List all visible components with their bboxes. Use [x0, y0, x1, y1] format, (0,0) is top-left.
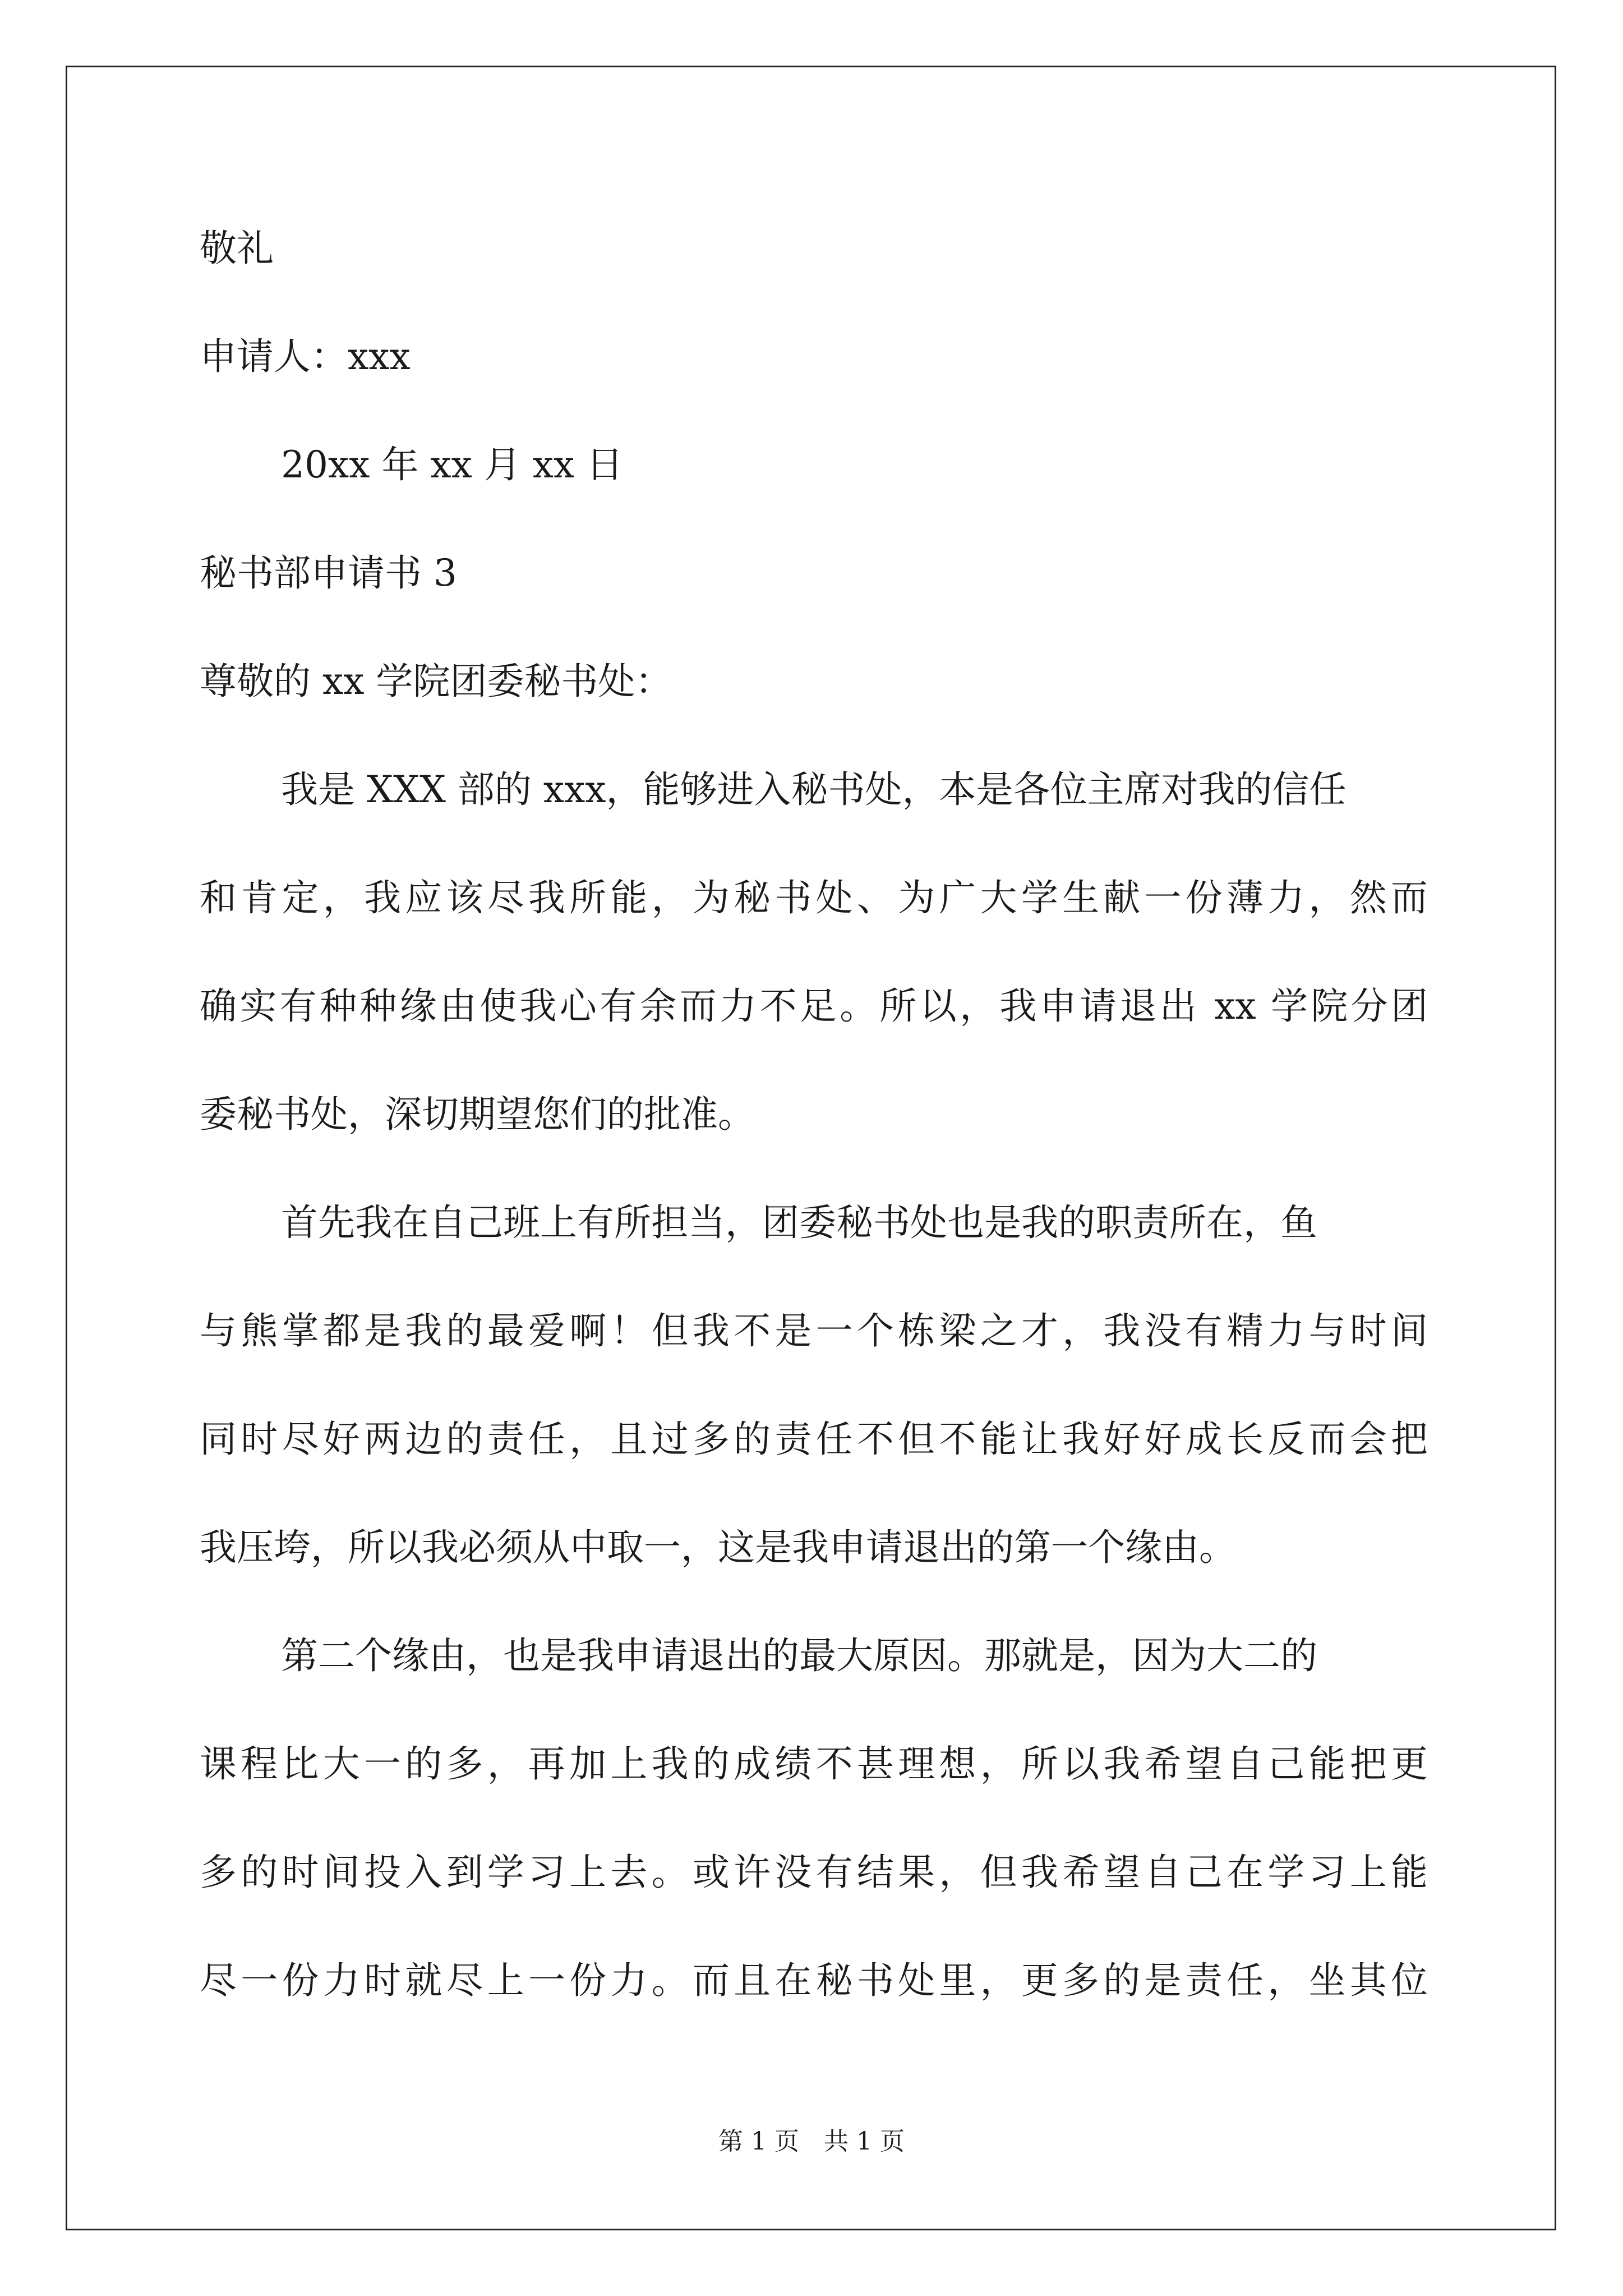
page-number-footer: 第 1 页 共 1 页	[718, 2127, 905, 2156]
paragraph-2-line-2: 与熊掌都是我的最爱啊！但我不是一个栋梁之才，我没有精力与时间	[200, 1309, 1428, 1352]
paragraph-3-line-1: 第二个缘由，也是我申请退出的最大原因。那就是，因为大二的	[281, 1634, 1317, 1677]
greeting: 尊敬的 xx 学院团委秘书处：	[200, 660, 672, 703]
paragraph-1-line-3: 确实有种种缘由使我心有余而力不足。所以，我申请退出 xx 学院分团	[200, 984, 1428, 1028]
paragraph-2-line-3: 同时尽好两边的责任，且过多的责任不但不能让我好好成长反而会把	[200, 1418, 1428, 1461]
section-title: 秘书部申请书 3	[200, 551, 457, 595]
closing-salutation: 敬礼	[200, 227, 274, 270]
paragraph-3-line-3: 多的时间投入到学习上去。或许没有结果，但我希望自己在学习上能	[200, 1851, 1428, 1894]
paragraph-3-line-2: 课程比大一的多，再加上我的成绩不甚理想，所以我希望自己能把更	[200, 1742, 1428, 1786]
page-border	[66, 66, 1556, 2230]
paragraph-1-line-1: 我是 XXX 部的 xxx，能够进入秘书处，本是各位主席对我的信任	[281, 768, 1347, 811]
paragraph-3-line-4: 尽一份力时就尽上一份力。而且在秘书处里，更多的是责任，坐其位	[200, 1959, 1428, 2002]
paragraph-2-line-1: 首先我在自己班上有所担当，团委秘书处也是我的职责所在，鱼	[281, 1201, 1317, 1244]
applicant-line: 申请人：xxx	[200, 335, 411, 378]
paragraph-1-line-4: 委秘书处，深切期望您们的批准。	[200, 1093, 755, 1136]
date-line: 20xx 年 xx 月 xx 日	[281, 443, 624, 486]
paragraph-2-line-4: 我压垮，所以我必须从中取一，这是我申请退出的第一个缘由。	[200, 1526, 1236, 1569]
paragraph-1-line-2: 和肯定，我应该尽我所能，为秘书处、为广大学生献一份薄力，然而	[200, 876, 1428, 919]
